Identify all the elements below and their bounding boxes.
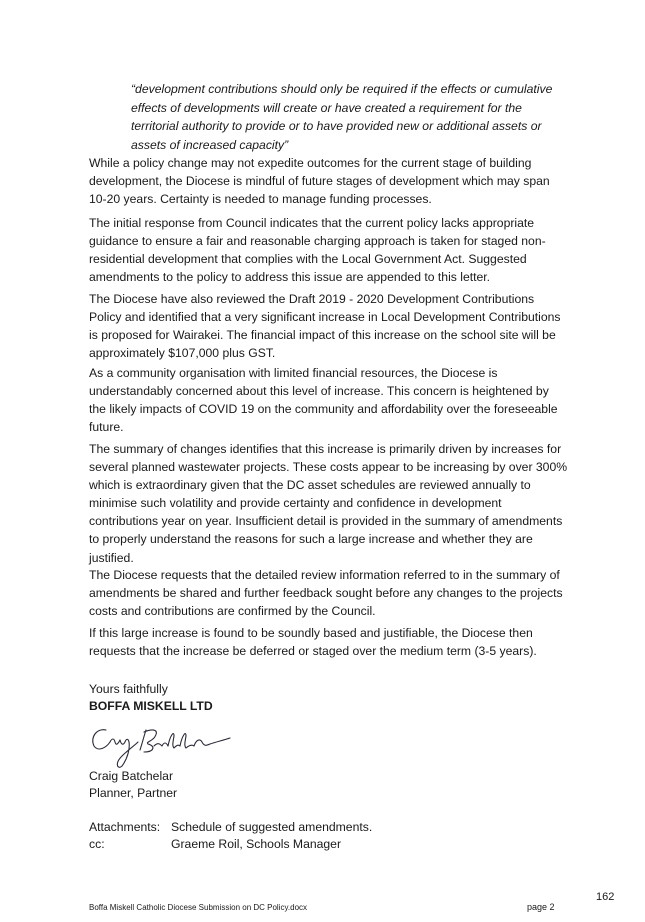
cc-label: cc:	[89, 837, 105, 851]
signatory-title: Planner, Partner	[89, 786, 178, 800]
company-name: BOFFA MISKELL LTD	[89, 699, 213, 713]
paragraph-2: The initial response from Council indicates that the current policy lacks appropriate guidance to ensure a fair and reasonable charging approach is taken for staged non-residential development that complies with the Local Government Act. Suggested amendments to the policy to address this issue are appended to this letter.	[89, 216, 546, 285]
attachments-value: Schedule of suggested amendments.	[171, 820, 373, 834]
footer-page-label: page 2	[527, 902, 555, 912]
paragraph-7: If this large increase is found to be soundly based and justifiable, the Diocese then requests that the increase be deferred or staged over the medium term (3-5 years).	[89, 626, 537, 659]
footer-document-name: Boffa Miskell Catholic Diocese Submission on DC Policy.docx	[89, 903, 308, 912]
paragraph-1: While a policy change may not expedite outcomes for the current stage of building development, the Diocese is mindful of future stages of development which may span 10-20 years. Certainty is needed to manage funding processes.	[89, 156, 550, 207]
paragraph-3: The Diocese have also reviewed the Draft 2019 - 2020 Development Contributions Policy and identified that a very significant increase in Local Development Contributions is proposed for Wairakei. The financial impact of this increase on the school site will be approximately $107,000 plus GST.	[89, 292, 561, 361]
legislation-quote: “development contributions should only be required if the effects or cumulative effects of developments will create or have created a requirement for the territorial authority to provide or to have provided new or additional assets or assets of increased capacity”	[131, 82, 553, 152]
paragraph-4: As a community organisation with limited financial resources, the Diocese is understandably concerned about this level of increase. This concern is heightened by the likely impacts of COVID 19 on the community and affordability over the foreseeable future.	[89, 366, 558, 435]
paragraph-5: The summary of changes identifies that this increase is primarily driven by increases for several planned wastewater projects. These costs appear to be increasing by over 300% which is extraordinary given that the DC asset schedules are reviewed annually to minimise such volatility and provide certainty and confidence in development contributions year on year. Insufficient detail is provided in the summary of amendments to properly understand the reasons for such a large increase and whether they are justified.	[89, 442, 568, 565]
cc-value: Graeme Roil, Schools Manager	[171, 837, 342, 851]
signatory-name: Craig Batchelar	[89, 769, 173, 783]
paragraph-6: The Diocese requests that the detailed review information referred to in the summary of amendments be shared and further feedback sought before any changes to the projects costs and contributions are confirmed by the Council.	[89, 568, 563, 619]
page-number: 162	[596, 891, 615, 903]
closing-salutation: Yours faithfully	[89, 682, 168, 696]
attachments-label: Attachments:	[89, 820, 161, 834]
handwritten-signature	[88, 716, 238, 772]
